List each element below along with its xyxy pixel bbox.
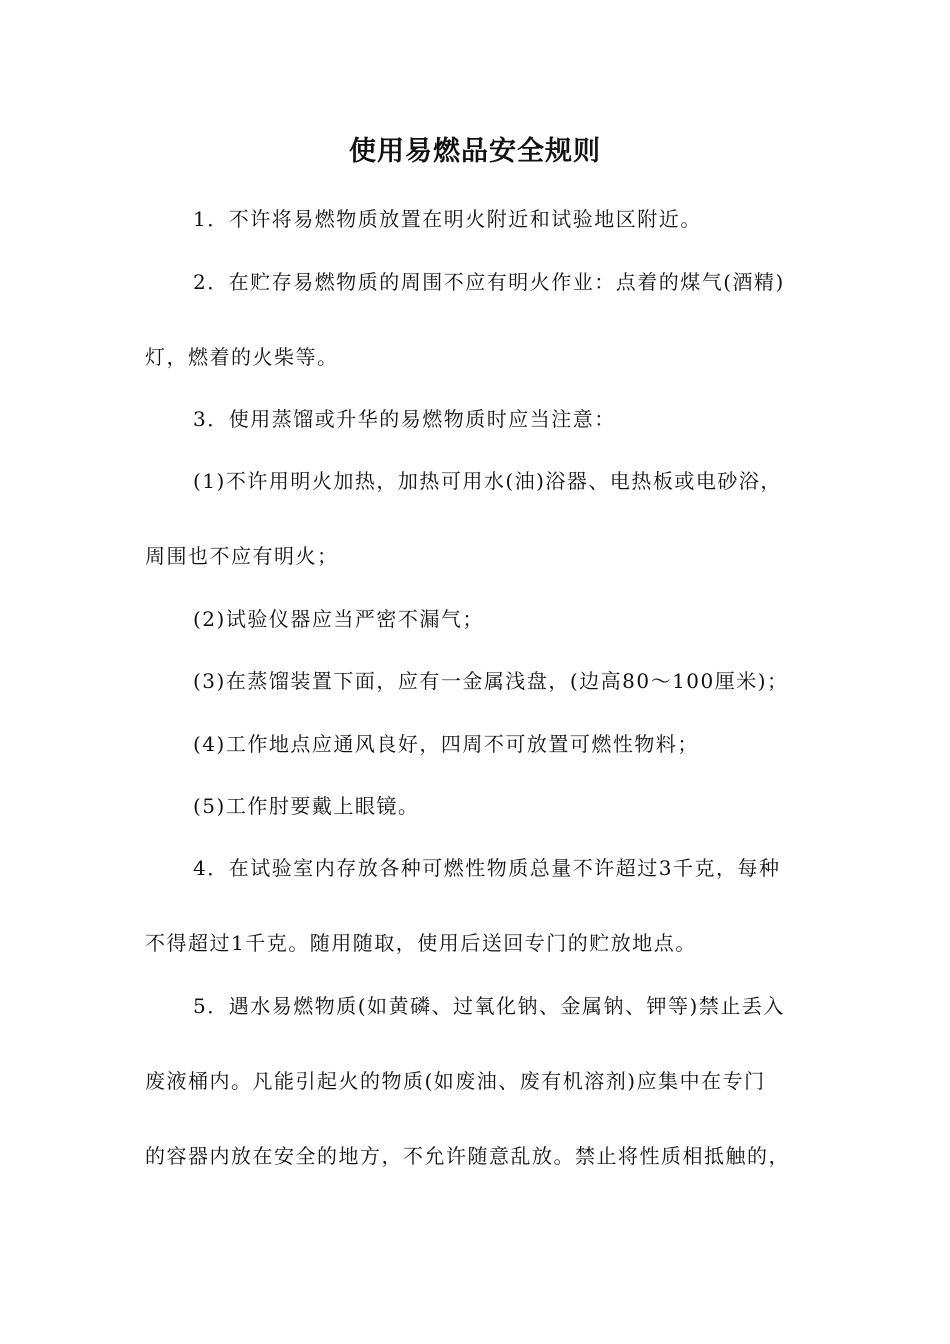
rule-2-line-2: 灯，燃着的火柴等。 (145, 345, 339, 369)
rule-3-1-line-2: 周围也不应有明火； (145, 544, 339, 568)
rule-4-line-1: 4．在试验室内存放各种可燃性物质总量不许超过3千克，每种 (193, 856, 781, 880)
rule-3-1-line-1: (1)不许用明火加热，加热可用水(油)浴器、电热板或电砂浴， (193, 469, 782, 493)
rule-2-line-1: 2．在贮存易燃物质的周围不应有明火作业：点着的煤气(酒精) (193, 270, 785, 294)
document-title: 使用易燃品安全规则 (349, 136, 601, 167)
rule-3-4: (4)工作地点应通风良好，四周不可放置可燃性物料； (193, 732, 699, 756)
rule-3-3: (3)在蒸馏装置下面，应有一金属浅盘，(边高80～100厘米)； (193, 669, 789, 693)
rule-3: 3．使用蒸馏或升华的易燃物质时应当注意： (193, 407, 616, 431)
rule-3-2: (2)试验仪器应当严密不漏气； (193, 607, 484, 631)
rule-1: 1．不许将易燃物质放置在明火附近和试验地区附近。 (193, 207, 702, 231)
rule-5-line-1: 5．遇水易燃物质(如黄磷、过氧化钠、金属钠、钾等)禁止丢入 (193, 994, 785, 1018)
rule-5-line-2: 废液桶内。凡能引起火的物质(如废油、废有机溶剂)应集中在专门 (145, 1069, 766, 1093)
rule-3-5: (5)工作肘要戴上眼镜。 (193, 794, 420, 818)
rule-5-line-3: 的容器内放在安全的地方，不允许随意乱放。禁止将性质相抵触的， (145, 1144, 790, 1168)
rule-4-line-2: 不得超过1千克。随用随取，使用后送回专门的贮放地点。 (145, 931, 697, 955)
